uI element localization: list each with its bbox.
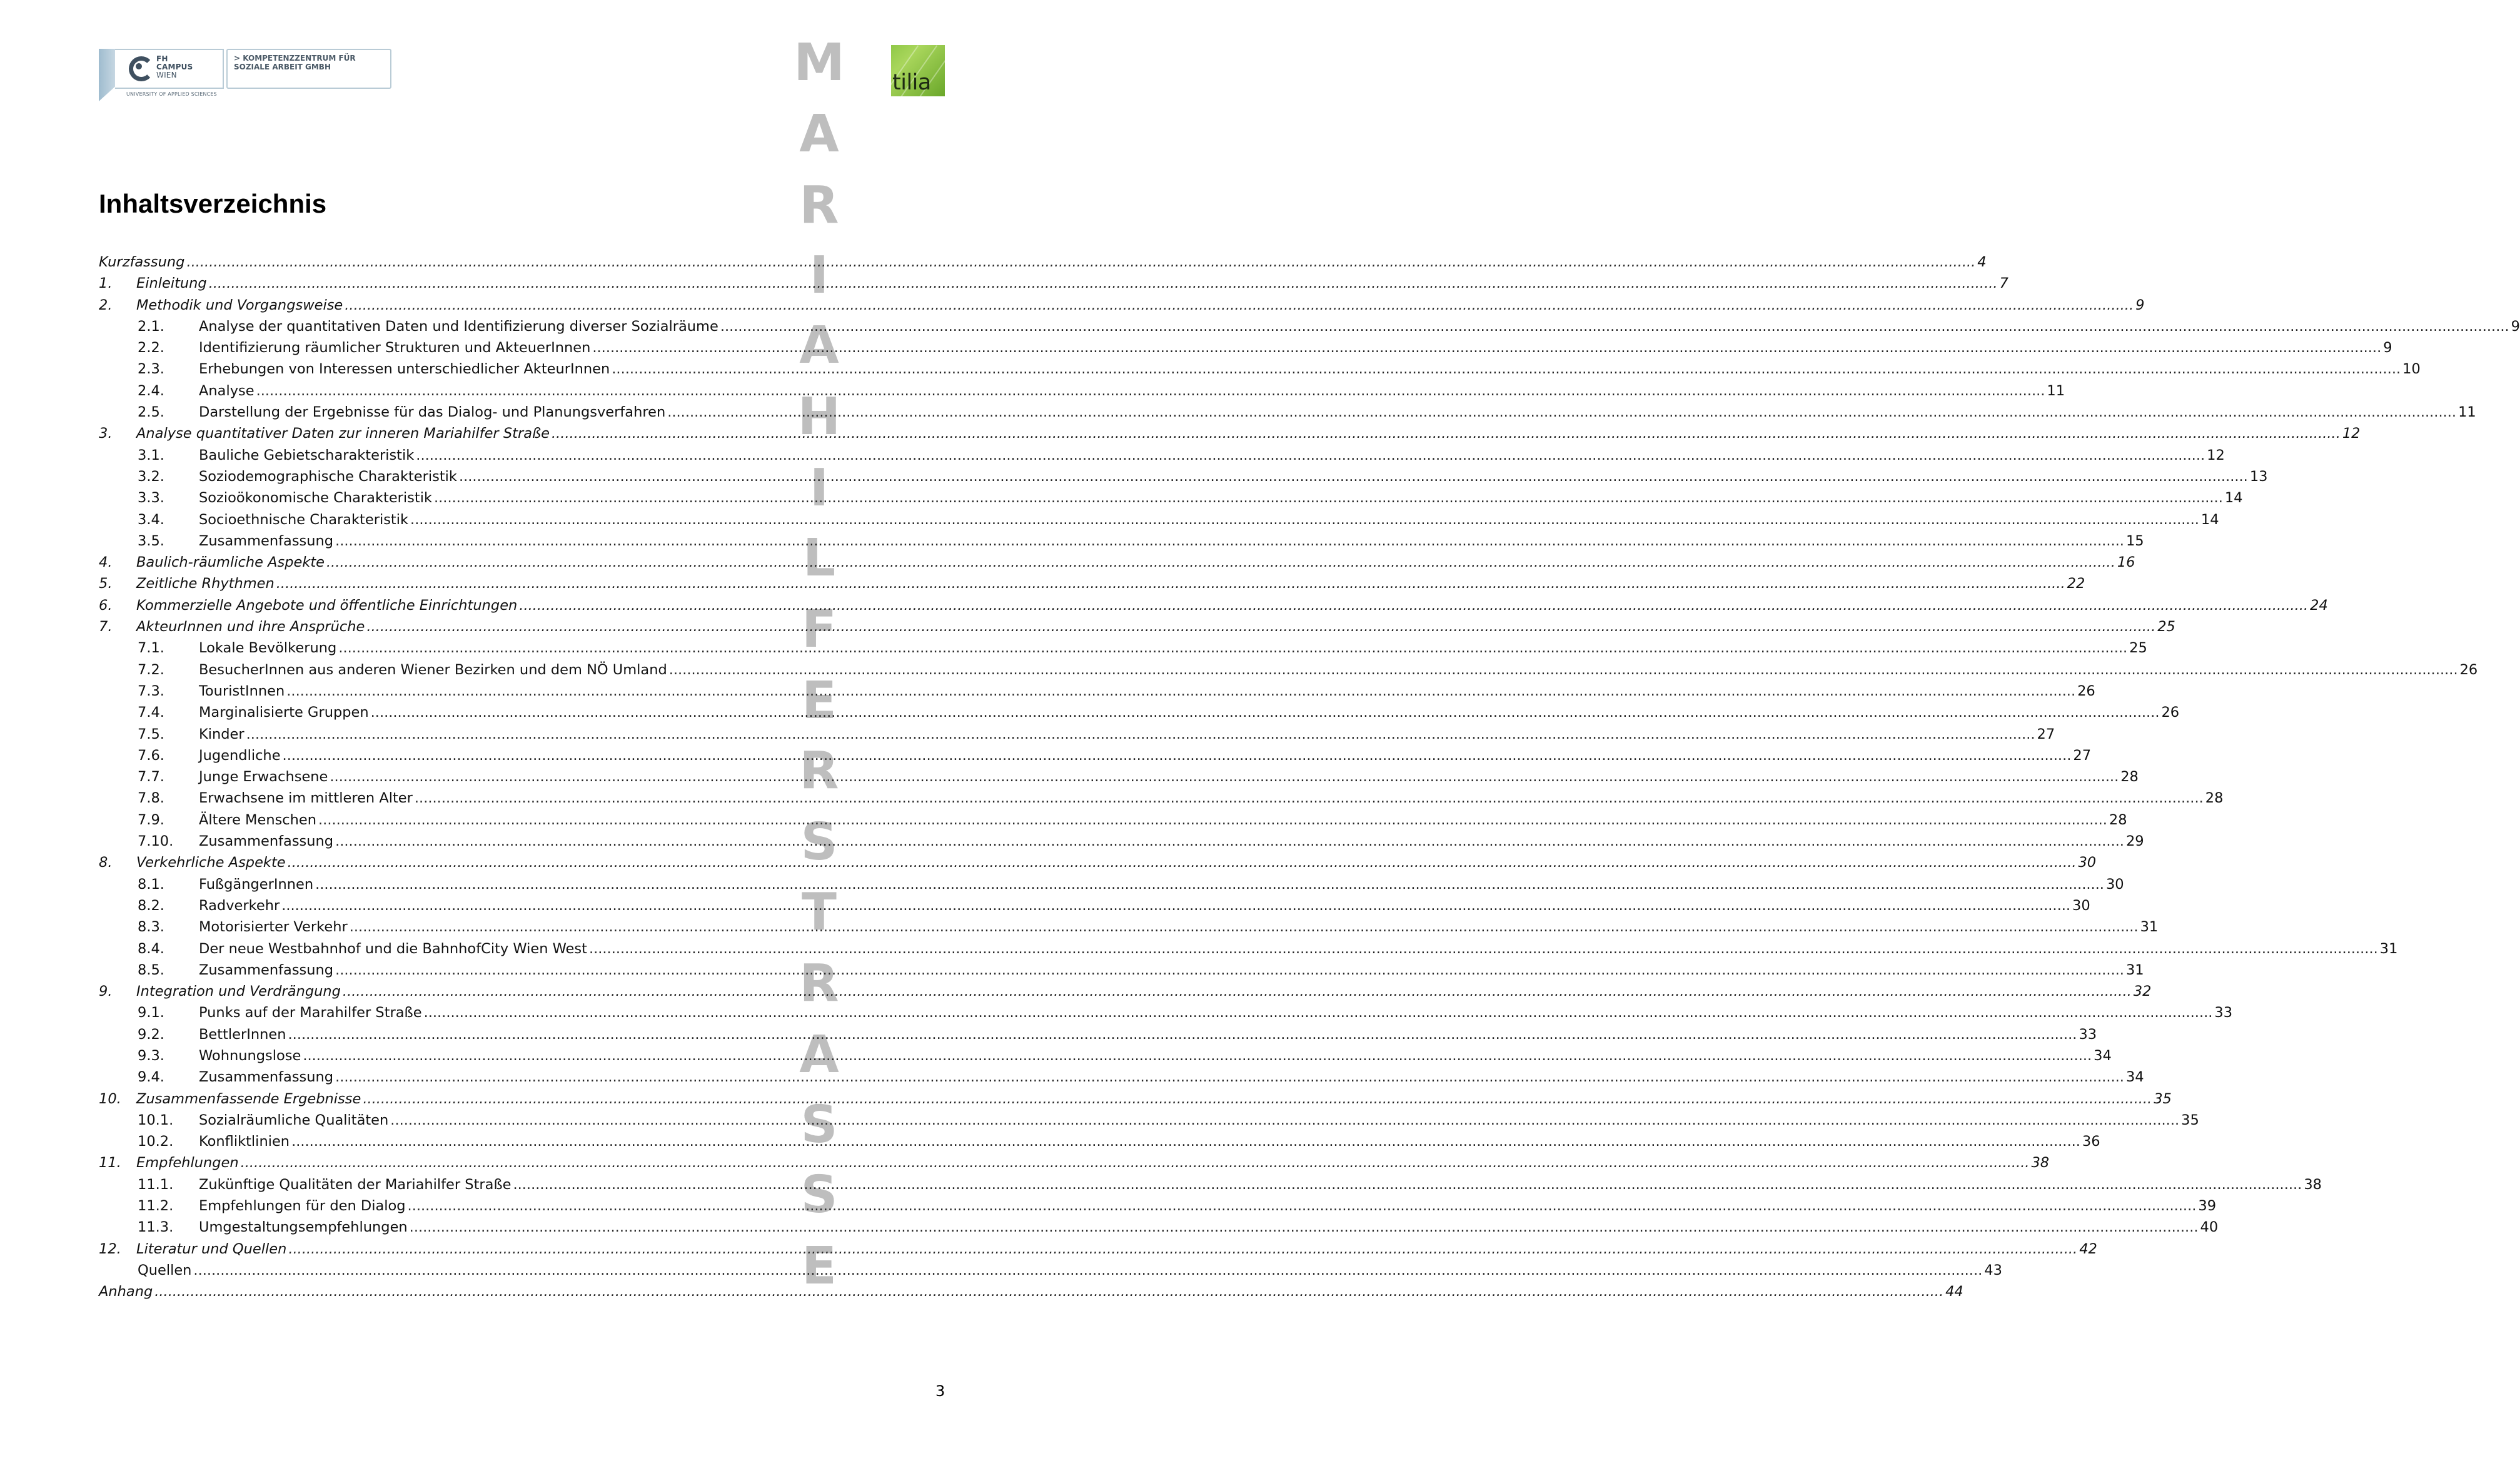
toc-entry[interactable] <box>99 1131 2100 1152</box>
watermark-letter: S <box>800 1165 838 1225</box>
toc-entry-page: 24 <box>2310 597 2328 614</box>
toc-dot-leader: ................................................................................................................................................................................................................................................................................................................................................................................................................ <box>552 425 2341 442</box>
toc-entry-page: 14 <box>2200 511 2219 528</box>
watermark-letter: A <box>799 1025 839 1085</box>
toc-entry[interactable] <box>99 831 2144 852</box>
toc-entry[interactable] <box>99 251 1987 273</box>
toc-entry-number: 10.2. <box>138 1133 174 1150</box>
toc-entry-number: 11.1. <box>138 1176 174 1193</box>
toc-entry-number: 2.1. <box>138 318 164 335</box>
page-title: Inhaltsverzeichnis <box>99 189 327 218</box>
fh-logo-line3: WIEN <box>156 71 177 79</box>
toc-entry[interactable] <box>99 787 2224 809</box>
toc-entry-page: 43 <box>1984 1262 2002 1278</box>
toc-dot-leader: ................................................................................................................................................................................................................................................................................................................................................................................................................ <box>409 1219 2199 1236</box>
toc-entry[interactable] <box>99 337 2392 358</box>
toc-entry[interactable] <box>99 358 2421 380</box>
toc-entry-label: Baulich-räumliche Aspekte <box>136 554 325 571</box>
toc-entry[interactable] <box>99 466 2268 487</box>
toc-entry-page: 4 <box>1977 254 1987 270</box>
toc-entry-label: Konfliktlinien <box>199 1133 290 1150</box>
toc-entry-page: 9 <box>2511 318 2520 335</box>
toc-entry-page: 16 <box>2117 554 2135 571</box>
toc-entry-label: BesucherInnen aus anderen Wiener Bezirken und dem NÖ Umland <box>199 661 667 678</box>
toc-entry-label: Jugendliche <box>199 747 281 764</box>
toc-dot-leader: ................................................................................................................................................................................................................................................................................................................................................................................................................ <box>256 382 2045 399</box>
university-tagline: UNIVERSITY OF APPLIED SCIENCES <box>126 91 217 97</box>
toc-entry[interactable] <box>99 273 2008 294</box>
toc-entry-number: 8.5. <box>138 961 164 978</box>
toc-entry[interactable] <box>99 1174 2322 1195</box>
toc-entry-label: Empfehlungen <box>136 1155 239 1172</box>
toc-entry[interactable] <box>99 895 2090 916</box>
fh-logo-ring-icon <box>129 56 154 81</box>
toc-entry-page: 31 <box>2140 919 2159 936</box>
toc-entry-label: Zusammenfassung <box>199 961 334 978</box>
toc-entry-number: 3.3. <box>138 490 164 507</box>
toc-dot-leader: ................................................................................................................................................................................................................................................................................................................................................................................................................ <box>414 790 2204 807</box>
toc-dot-leader: ................................................................................................................................................................................................................................................................................................................................................................................................................ <box>390 1111 2180 1128</box>
toc-entry-label: Verkehrliche Aspekte <box>136 854 286 871</box>
toc-dot-leader: ................................................................................................................................................................................................................................................................................................................................................................................................................ <box>287 854 2077 871</box>
toc-entry-page: 12 <box>2342 425 2361 442</box>
toc-entry-number: 5. <box>99 575 113 592</box>
toc-entry-label: Methodik und Vorgangsweise <box>136 296 343 313</box>
fh-logo-wedge <box>99 49 115 101</box>
toc-entry[interactable] <box>99 402 2476 423</box>
watermark-letter: I <box>809 246 829 305</box>
toc-entry-page: 13 <box>2249 468 2268 485</box>
watermark-letter: R <box>799 176 839 235</box>
toc-entry-number: 9. <box>99 983 113 1000</box>
toc-dot-leader: ................................................................................................................................................................................................................................................................................................................................................................................................................ <box>335 532 2124 549</box>
toc-dot-leader: ................................................................................................................................................................................................................................................................................................................................................................................................................ <box>282 747 2072 764</box>
toc-entry-page: 32 <box>2133 983 2152 1000</box>
toc-entry-label: Sozialräumliche Qualitäten <box>199 1111 389 1128</box>
toc-entry-label: Soziodemographische Charakteristik <box>199 468 457 485</box>
toc-entry-page: 26 <box>2459 661 2478 678</box>
toc-dot-leader: ................................................................................................................................................................................................................................................................................................................................................................................................................ <box>519 597 2309 614</box>
toc-dot-leader: ................................................................................................................................................................................................................................................................................................................................................................................................................ <box>335 961 2124 978</box>
toc-entry-label: Radverkehr <box>199 897 280 914</box>
toc-entry-number: 9.4. <box>138 1069 164 1086</box>
toc-entry-page: 26 <box>2161 704 2180 721</box>
toc-dot-leader: ................................................................................................................................................................................................................................................................................................................................................................................................................ <box>458 468 2248 485</box>
toc-entry-number: 10.1. <box>138 1111 174 1128</box>
toc-entry-label: Einleitung <box>136 275 207 292</box>
toc-entry-number: 9.3. <box>138 1047 164 1064</box>
toc-entry-number: 12. <box>99 1240 121 1257</box>
toc-entry-label: Sozioökonomische Charakteristik <box>199 490 432 507</box>
toc-entry-page: 11 <box>2047 382 2065 399</box>
toc-dot-leader: ................................................................................................................................................................................................................................................................................................................................................................................................................ <box>366 619 2156 635</box>
toc-entry-number: 7.5. <box>138 726 164 742</box>
tilia-logo-white-block <box>871 45 891 96</box>
toc-entry-number: 11.3. <box>138 1219 174 1236</box>
toc-entry-label: Lokale Bevölkerung <box>199 640 337 657</box>
toc-entry[interactable] <box>99 1281 1963 1302</box>
toc-entry-label: Zukünftige Qualitäten der Mariahilfer Straße <box>199 1176 512 1193</box>
kompetenzzentrum-text <box>234 54 356 71</box>
toc-entry[interactable] <box>99 509 2219 530</box>
fh-logo-dot-icon <box>136 63 142 69</box>
toc-dot-leader: ................................................................................................................................................................................................................................................................................................................................................................................................................ <box>303 1047 2092 1064</box>
toc-entry-label: Quellen <box>138 1262 192 1278</box>
toc-entry-page: 30 <box>2078 854 2097 871</box>
toc-entry-page: 36 <box>2082 1133 2100 1150</box>
toc-entry-label: Ältere Menschen <box>199 811 317 828</box>
toc-entry-label: FußgängerInnen <box>199 876 314 893</box>
toc-entry[interactable] <box>99 380 2065 402</box>
toc-dot-leader: ................................................................................................................................................................................................................................................................................................................................................................................................................ <box>667 404 2457 421</box>
toc-entry-label: Kommerzielle Angebote und öffentliche Einrichtungen <box>136 597 518 614</box>
toc-entry-page: 31 <box>2379 940 2398 957</box>
toc-dot-leader: ................................................................................................................................................................................................................................................................................................................................................................................................................ <box>186 254 1976 270</box>
toc-entry-number: 2.3. <box>138 361 164 378</box>
toc-entry[interactable] <box>99 1195 2217 1217</box>
watermark-letter: A <box>799 316 839 375</box>
toc-entry-label: Motorisierter Verkehr <box>199 919 348 936</box>
toc-entry-number: 6. <box>99 597 113 614</box>
toc-entry-label: Erwachsene im mittleren Alter <box>199 790 413 807</box>
toc-entry-page: 33 <box>2214 1005 2233 1021</box>
toc-dot-leader: ................................................................................................................................................................................................................................................................................................................................................................................................................ <box>345 296 2134 313</box>
toc-entry-page: 35 <box>2154 1090 2172 1107</box>
toc-entry[interactable] <box>99 445 2225 466</box>
toc-dot-leader: ................................................................................................................................................................................................................................................................................................................................................................................................................ <box>154 1283 1944 1300</box>
toc-entry-page: 9 <box>2135 296 2145 313</box>
toc-entry-number: 2. <box>99 296 113 313</box>
tilia-logo-text: tilia <box>892 70 931 95</box>
toc-dot-leader: ................................................................................................................................................................................................................................................................................................................................................................................................................ <box>338 640 2128 657</box>
toc-entry-page: 25 <box>2129 640 2147 657</box>
toc-entry-number: 9.2. <box>138 1026 164 1043</box>
toc-entry-label: Zusammenfassung <box>199 532 334 549</box>
toc-entry-number: 2.2. <box>138 340 164 357</box>
kompetenzzentrum-line2: SOZIALE ARBEIT GMBH <box>234 63 331 71</box>
toc-dot-leader: ................................................................................................................................................................................................................................................................................................................................................................................................................ <box>668 661 2458 678</box>
toc-dot-leader: ................................................................................................................................................................................................................................................................................................................................................................................................................ <box>363 1090 2152 1107</box>
toc-entry[interactable] <box>99 1088 2172 1110</box>
toc-entry-page: 30 <box>2072 897 2090 914</box>
toc-entry-page: 30 <box>2105 876 2124 893</box>
toc-entry[interactable] <box>99 766 2139 787</box>
toc-entry[interactable] <box>99 616 2175 637</box>
toc-entry-label: Zusammenfassung <box>199 1069 334 1086</box>
toc-entry-page: 34 <box>2125 1069 2144 1086</box>
toc-entry[interactable] <box>99 874 2124 895</box>
toc-entry-number: 7.1. <box>138 640 164 657</box>
watermark-letter: S <box>800 1095 838 1155</box>
toc-entry-number: 2.4. <box>138 382 164 399</box>
toc-dot-leader: ................................................................................................................................................................................................................................................................................................................................................................................................................ <box>513 1176 2302 1193</box>
toc-entry-label: Analyse <box>199 382 255 399</box>
watermark-letter: F <box>801 600 837 659</box>
toc-entry[interactable] <box>99 573 2085 594</box>
toc-entry-page: 10 <box>2402 361 2421 378</box>
toc-entry[interactable] <box>99 1002 2233 1023</box>
toc-entry-label: Umgestaltungsempfehlungen <box>199 1219 408 1236</box>
toc-dot-leader: ................................................................................................................................................................................................................................................................................................................................................................................................................ <box>193 1262 1983 1278</box>
toc-entry-page: 44 <box>1945 1283 1963 1300</box>
toc-dot-leader: ................................................................................................................................................................................................................................................................................................................................................................................................................ <box>349 919 2139 936</box>
toc-dot-leader: ................................................................................................................................................................................................................................................................................................................................................................................................................ <box>315 876 2104 893</box>
toc-dot-leader: ................................................................................................................................................................................................................................................................................................................................................................................................................ <box>416 447 2205 463</box>
toc-entry-label: Literatur und Quellen <box>136 1240 287 1257</box>
toc-entry-number: 2.5. <box>138 404 164 421</box>
toc-dot-leader: ................................................................................................................................................................................................................................................................................................................................................................................................................ <box>291 1133 2080 1150</box>
toc-entry-page: 28 <box>2205 790 2224 807</box>
toc-entry-label: Zusammenfassung <box>199 833 334 850</box>
toc-entry-label: Junge Erwachsene <box>199 769 328 786</box>
toc-entry-number: 7. <box>99 619 113 635</box>
toc-dot-leader: ................................................................................................................................................................................................................................................................................................................................................................................................................ <box>370 704 2160 721</box>
page-number: 3 <box>935 1382 945 1400</box>
toc-entry-page: 14 <box>2224 490 2243 507</box>
toc-entry-number: 7.6. <box>138 747 164 764</box>
toc-entry-number: 9.1. <box>138 1005 164 1021</box>
toc-entry[interactable] <box>99 681 2095 702</box>
toc-entry-number: 7.8. <box>138 790 164 807</box>
toc-entry-label: Socioethnische Charakteristik <box>199 511 409 528</box>
toc-entry-number: 7.3. <box>138 682 164 699</box>
toc-dot-leader: ................................................................................................................................................................................................................................................................................................................................................................................................................ <box>592 340 2382 357</box>
toc-dot-leader: ................................................................................................................................................................................................................................................................................................................................................................................................................ <box>342 983 2132 1000</box>
toc-entry-label: Anhang <box>99 1283 153 1300</box>
toc-entry-number: 8. <box>99 854 113 871</box>
toc-entry-number: 7.2. <box>138 661 164 678</box>
toc-entry[interactable] <box>99 1045 2112 1066</box>
toc-entry-number: 7.10. <box>138 833 174 850</box>
toc-entry[interactable] <box>99 1066 2144 1088</box>
toc-entry-number: 8.2. <box>138 897 164 914</box>
toc-entry-label: Analyse der quantitativen Daten und Identifizierung diverser Sozialräume <box>199 318 718 335</box>
toc-dot-leader: ................................................................................................................................................................................................................................................................................................................................................................................................................ <box>286 682 2076 699</box>
toc-entry-label: Erhebungen von Interessen unterschiedlicher AkteurInnen <box>199 361 610 378</box>
toc-entry[interactable] <box>99 852 2097 873</box>
toc-entry-page: 27 <box>2037 726 2055 742</box>
toc-entry-page: 31 <box>2125 961 2144 978</box>
toc-entry[interactable] <box>99 316 2520 337</box>
toc-entry[interactable] <box>99 1024 2097 1045</box>
toc-entry-label: Integration und Verdrängung <box>136 983 341 1000</box>
toc-entry-label: Bauliche Gebietscharakteristik <box>199 447 415 463</box>
toc-dot-leader: ................................................................................................................................................................................................................................................................................................................................................................................................................ <box>276 575 2065 592</box>
toc-entry-label: Zusammenfassende Ergebnisse <box>136 1090 361 1107</box>
toc-entry[interactable] <box>99 916 2159 938</box>
toc-entry-number: 8.1. <box>138 876 164 893</box>
toc-entry-page: 26 <box>2077 682 2095 699</box>
toc-entry-page: 38 <box>2304 1176 2322 1193</box>
toc-entry[interactable] <box>99 981 2152 1002</box>
toc-entry[interactable] <box>99 809 2127 831</box>
toc-dot-leader: ................................................................................................................................................................................................................................................................................................................................................................................................................ <box>407 1198 2197 1215</box>
toc-dot-leader: ................................................................................................................................................................................................................................................................................................................................................................................................................ <box>288 1026 2077 1043</box>
toc-entry-number: 3.2. <box>138 468 164 485</box>
toc-entry-number: 8.4. <box>138 940 164 957</box>
toc-dot-leader: ................................................................................................................................................................................................................................................................................................................................................................................................................ <box>240 1155 2030 1172</box>
watermark-letter: R <box>799 954 839 1013</box>
toc-entry-number: 11. <box>99 1155 121 1172</box>
watermark-letter: S <box>800 812 838 872</box>
toc-entry[interactable] <box>99 637 2147 659</box>
toc-entry-number: 3. <box>99 425 113 442</box>
toc-entry[interactable] <box>99 1238 2097 1260</box>
toc-entry[interactable] <box>99 1260 2002 1281</box>
toc-entry-number: 3.1. <box>138 447 164 463</box>
toc-entry-label: Wohnungslose <box>199 1047 301 1064</box>
toc-dot-leader: ................................................................................................................................................................................................................................................................................................................................................................................................................ <box>588 940 2378 957</box>
toc-entry[interactable] <box>99 423 2361 444</box>
watermark-letter: A <box>799 104 839 164</box>
watermark-letter: R <box>799 741 839 801</box>
watermark-letter: L <box>802 529 836 588</box>
toc-entry-page: 40 <box>2200 1219 2219 1236</box>
toc-entry-label: BettlerInnen <box>199 1026 286 1043</box>
kompetenzzentrum-line1: > KOMPETENZZENTRUM FÜR <box>234 54 356 63</box>
toc-entry-number: 3.5. <box>138 532 164 549</box>
toc-entry-number: 7.4. <box>138 704 164 721</box>
toc-dot-leader: ................................................................................................................................................................................................................................................................................................................................................................................................................ <box>208 275 1998 292</box>
watermark-letter: M <box>794 33 845 93</box>
watermark-letter: I <box>809 458 829 518</box>
fh-campus-logo <box>99 49 375 103</box>
toc-entry-label: AkteurInnen und ihre Ansprüche <box>136 619 365 635</box>
toc-entry[interactable] <box>99 295 2145 316</box>
toc-entry[interactable] <box>99 659 2478 681</box>
toc-dot-leader: ................................................................................................................................................................................................................................................................................................................................................................................................................ <box>288 1240 2078 1257</box>
toc-entry[interactable] <box>99 1152 2050 1173</box>
toc-entry-page: 22 <box>2067 575 2085 592</box>
toc-entry-label: Der neue Westbahnhof und die BahnhofCity Wien West <box>199 940 587 957</box>
toc-entry[interactable] <box>99 1110 2199 1131</box>
watermark-letter: H <box>797 387 841 447</box>
tilia-logo <box>871 45 945 96</box>
fh-logo-box <box>115 49 224 89</box>
fh-logo-text <box>156 55 193 79</box>
toc-dot-leader: ................................................................................................................................................................................................................................................................................................................................................................................................................ <box>410 511 2199 528</box>
toc-entry[interactable] <box>99 552 2135 573</box>
toc-entry-page: 27 <box>2073 747 2092 764</box>
toc-entry-page: 7 <box>1999 275 2008 292</box>
toc-entry-number: 1. <box>99 275 113 292</box>
fh-logo-line2: CAMPUS <box>156 63 193 71</box>
toc-entry-label: Kurzfassung <box>99 254 185 270</box>
toc-entry-label: TouristInnen <box>199 682 285 699</box>
toc-dot-leader: ................................................................................................................................................................................................................................................................................................................................................................................................................ <box>612 361 2401 378</box>
toc-entry[interactable] <box>99 959 2144 981</box>
toc-dot-leader: ................................................................................................................................................................................................................................................................................................................................................................................................................ <box>720 318 2509 335</box>
toc-entry-label: Darstellung der Ergebnisse für das Dialog- und Planungsverfahren <box>199 404 666 421</box>
toc-entry-label: Kinder <box>199 726 244 742</box>
toc-entry-page: 15 <box>2125 532 2144 549</box>
watermark-letter: T <box>802 883 837 942</box>
toc-entry[interactable] <box>99 724 2055 745</box>
toc-entry-page: 28 <box>2109 811 2127 828</box>
watermark-letter: E <box>801 1237 837 1296</box>
toc-dot-leader: ................................................................................................................................................................................................................................................................................................................................................................................................................ <box>423 1005 2213 1021</box>
toc-entry-page: 28 <box>2120 769 2139 786</box>
toc-entry-page: 34 <box>2094 1047 2112 1064</box>
toc-entry[interactable] <box>99 702 2180 723</box>
toc-entry-label: Marginalisierte Gruppen <box>199 704 369 721</box>
table-of-contents <box>99 246 2520 1303</box>
toc-entry-page: 29 <box>2125 833 2144 850</box>
toc-entry-page: 35 <box>2181 1111 2199 1128</box>
fh-logo-line1: FH <box>156 54 168 63</box>
toc-entry[interactable] <box>99 487 2243 509</box>
toc-dot-leader: ................................................................................................................................................................................................................................................................................................................................................................................................................ <box>330 769 2119 786</box>
toc-entry-page: 42 <box>2079 1240 2097 1257</box>
toc-entry-page: 25 <box>2157 619 2175 635</box>
toc-entry-number: 10. <box>99 1090 121 1107</box>
toc-dot-leader: ................................................................................................................................................................................................................................................................................................................................................................................................................ <box>326 554 2115 571</box>
toc-entry[interactable] <box>99 745 2092 766</box>
toc-entry-page: 12 <box>2207 447 2225 463</box>
toc-entry[interactable] <box>99 1217 2219 1238</box>
toc-entry-label: Identifizierung räumlicher Strukturen und AkteuerInnen <box>199 340 591 357</box>
toc-entry-number: 7.7. <box>138 769 164 786</box>
toc-entry[interactable] <box>99 938 2398 959</box>
toc-dot-leader: ................................................................................................................................................................................................................................................................................................................................................................................................................ <box>246 726 2035 742</box>
kompetenzzentrum-logo <box>226 49 391 89</box>
toc-entry-number: 11.2. <box>138 1198 174 1215</box>
toc-entry-label: Zeitliche Rhythmen <box>136 575 275 592</box>
toc-entry-page: 9 <box>2383 340 2392 357</box>
toc-entry-page: 11 <box>2458 404 2476 421</box>
toc-entry[interactable] <box>99 595 2328 616</box>
toc-entry-label: Punks auf der Marahilfer Straße <box>199 1005 422 1021</box>
toc-entry[interactable] <box>99 530 2144 552</box>
toc-entry-label: Empfehlungen für den Dialog <box>199 1198 406 1215</box>
toc-entry-number: 7.9. <box>138 811 164 828</box>
toc-entry-number: 8.3. <box>138 919 164 936</box>
watermark-letter: E <box>801 671 837 731</box>
toc-entry-number: 4. <box>99 554 113 571</box>
toc-entry-page: 33 <box>2079 1026 2097 1043</box>
toc-entry-page: 38 <box>2031 1155 2050 1172</box>
toc-dot-leader: ................................................................................................................................................................................................................................................................................................................................................................................................................ <box>281 897 2071 914</box>
toc-entry-page: 39 <box>2198 1198 2217 1215</box>
toc-entry-label: Analyse quantitativer Daten zur inneren Mariahilfer Straße <box>136 425 550 442</box>
toc-entry-number: 3.4. <box>138 511 164 528</box>
toc-dot-leader: ................................................................................................................................................................................................................................................................................................................................................................................................................ <box>335 833 2124 850</box>
toc-dot-leader: ................................................................................................................................................................................................................................................................................................................................................................................................................ <box>434 490 2223 507</box>
toc-dot-leader: ................................................................................................................................................................................................................................................................................................................................................................................................................ <box>318 811 2107 828</box>
toc-dot-leader: ................................................................................................................................................................................................................................................................................................................................................................................................................ <box>335 1069 2124 1086</box>
